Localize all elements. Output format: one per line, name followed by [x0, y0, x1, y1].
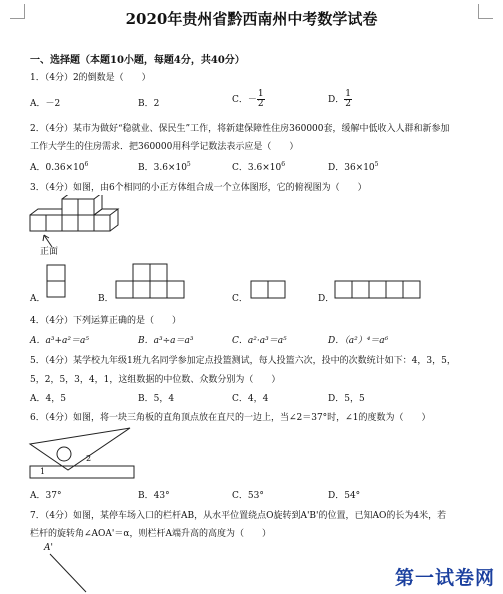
q3-option-b: B． [98, 294, 114, 304]
q6-option-d: D．54° [328, 491, 361, 501]
q1-option-a: A．－2 [30, 99, 61, 109]
q5-option-c: C．4，4 [232, 394, 269, 404]
q5-option-b: B．5，4 [138, 394, 175, 404]
question-5-line-1: 5．（4分）某学校九年级1班九名同学参加定点投篮测试，每人投篮六次，投中的次数统计如下：4，3，5， [30, 356, 456, 366]
q5-option-d: D．5，5 [328, 394, 365, 404]
page-title: 2020年贵州省黔西南州中考数学试卷 [125, 10, 378, 28]
q2-option-b: B．$3.6\times 10^5$ [138, 161, 191, 173]
q5-option-a: A．4，5 [30, 394, 66, 404]
question-6-stem: 6．（4分）如图，将一块三角板的直角顶点放在直尺的一边上，当∠2＝37°时，∠1的度数为（ ） [30, 413, 431, 423]
q1-option-d: D． $\frac{1}{2}$ [328, 89, 351, 109]
question-2-line-1: 2．（4分）某市为做好“稳就业、保民生”工作，将新建保障性住房360000套，缓解中低收入人群和新参加 [30, 124, 450, 134]
gate-barrier-figure [46, 552, 126, 594]
q3-option-d-figure [334, 280, 426, 302]
angle-1-label: 1 [40, 467, 46, 476]
q1-option-b: B．2 [138, 99, 160, 109]
q6-option-c: C．53° [232, 491, 264, 501]
q4-option-c: C．a²·a³＝a⁵ [232, 336, 287, 346]
q6-option-a: A．37° [30, 491, 62, 501]
site-watermark: 第一试卷网 [394, 567, 495, 589]
q3-option-d: D． [318, 294, 335, 304]
angle-2-label: 2 [86, 454, 92, 463]
q3-option-a: A． [30, 294, 46, 304]
q2-option-c: C．$3.6\times 10^6$ [232, 161, 286, 173]
q3-option-b-figure [115, 263, 187, 301]
question-1-stem: 1．（4分）2的倒数是（ ） [30, 73, 151, 83]
q3-option-c: C． [232, 294, 248, 304]
q1-option-c: C．－ $\frac{1}{2}$ [232, 89, 264, 109]
section-heading: 一、选择题（本题10小题，每题4分，共40分） [30, 55, 245, 66]
question-5-line-2: 5，2，5，3，4，1，这组数据的中位数、众数分别为（ ） [30, 375, 281, 385]
question-2-line-2: 工作大学生的住房需求．把360000用科学记数法表示应是（ ） [30, 142, 299, 152]
question-4-stem: 4．（4分）下列运算正确的是（ ） [30, 316, 181, 326]
question-7-line-1: 7．（4分）如图，某停车场入口的栏杆AB，从水平位置绕点O旋转到A'B'的位置，已知AO的长为4米，若 [30, 511, 447, 521]
q3-option-c-figure [250, 280, 290, 302]
q2-option-d: D．$36\times 10^5$ [328, 161, 379, 173]
q2-option-a: A．$0.36\times 10^6$ [30, 161, 89, 173]
question-7-line-2: 栏杆的旋转角∠AOA'＝α，则栏杆A端升高的高度为（ ） [30, 529, 271, 539]
q3-option-a-figure [46, 264, 68, 300]
q4-option-d: D．（a²）⁴＝a⁶ [328, 336, 389, 346]
point-a-prime-label: A' [44, 543, 53, 553]
q4-option-a: A．a³+a²＝a⁵ [30, 336, 89, 346]
front-view-label: 正面 [40, 247, 59, 257]
q4-option-b: B．a³÷a＝a³ [138, 336, 194, 346]
q6-option-b: B．43° [138, 491, 170, 501]
question-3-stem: 3．（4分）如图，由6个相同的小正方体组合成一个立体图形，它的俯视图为（ ） [30, 183, 367, 193]
